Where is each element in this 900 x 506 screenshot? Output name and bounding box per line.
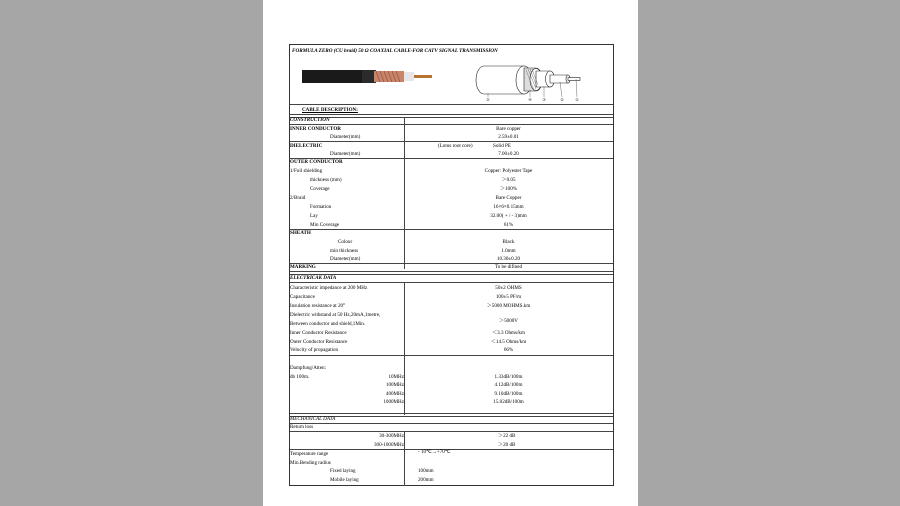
dielectric-material: Solid PE — [493, 143, 511, 149]
dielectric-diameter-value: 7.00±0.20 — [498, 151, 519, 157]
callout-4: ④ — [528, 97, 532, 102]
formation-label: Formation — [310, 204, 332, 210]
marking-value: To be difined — [494, 264, 523, 270]
inner-conductor-heading: INNER CONDUCTOR — [290, 126, 341, 132]
callout-5: ⑤ — [486, 97, 490, 102]
outer-resistance-value: ＜14.5 Ohms/km — [490, 339, 527, 345]
velocity-value: 66% — [503, 347, 514, 353]
dielectric-diameter-label: Diameter(mm) — [330, 151, 361, 157]
min-coverage-label: Min Coverage — [310, 222, 340, 228]
construction-heading: CONSTRUCTION — [290, 117, 330, 123]
sheath-diameter-label: Diameter(mm) — [330, 256, 361, 262]
callout-1: ① — [575, 97, 579, 102]
withstand-label-line2: Between conductor and shield,1Min. — [290, 321, 366, 327]
cable-description-heading: CABLE DESCRIPTION: — [302, 107, 358, 113]
bending-radius-label: Min.Bending radius — [290, 460, 331, 466]
inner-resistance-value: ＜3.3 Ohms/km — [492, 330, 525, 336]
min-thickness-value: 1.0mm — [501, 248, 516, 254]
return-loss-band-1-label: 30-300MHz — [379, 433, 404, 439]
mobile-laying-label: Mobile laying — [330, 477, 359, 483]
return-loss-label: Return loss — [290, 424, 314, 430]
withstand-value: ＞5000V — [499, 318, 518, 324]
dielectric-note: (Lotus root core) — [438, 143, 473, 149]
coverage-label: Coverage — [310, 186, 330, 192]
fixed-laying-label: Fixed laying — [330, 468, 356, 474]
sheath-heading: SHEATH — [290, 230, 311, 236]
attenuation-label-line2: db 100m. — [290, 374, 310, 380]
attenuation-value: 15.02dB/100m — [493, 399, 524, 405]
callout-3: ③ — [542, 97, 546, 102]
return-loss-band-1-value: ＞22 dB — [498, 433, 516, 439]
attenuation-value: 1.33dB/100m — [494, 374, 523, 380]
outer-conductor-heading: OUTER CONDUCTOR — [290, 159, 343, 165]
attenuation-label-line1: Dampfung/Atten: — [290, 365, 326, 371]
lay-label: Lay — [310, 213, 318, 219]
capacitance-value: 100±5 PF/m — [495, 294, 522, 300]
lay-value: 32.00( + / - 3)mm — [490, 213, 527, 219]
foil-value: Copper: Polyester Tape — [484, 168, 533, 174]
temperature-label: Temperature range — [290, 451, 329, 457]
inner-conductor-material: Bare copper — [496, 126, 521, 132]
attenuation-freq: 400MHz — [385, 391, 404, 397]
attenuation-freq: 1000MHz — [383, 399, 404, 405]
colour-label: Colour — [338, 239, 353, 245]
withstand-label-line1: Dielectric withstand at 50 Hz,20mA,1metre, — [290, 312, 381, 318]
electrical-heading: ELECTRICAK DATA — [290, 275, 337, 281]
inner-resistance-label: Inner Conductor Resistance — [290, 330, 347, 336]
braid-value: Bare Copper — [495, 195, 522, 201]
impedance-label: Characteristic impedance at 200 MHz — [290, 285, 368, 291]
sheath-diameter-value: 10.30±0.20 — [496, 256, 521, 262]
attenuation-value: 9.10dB/100m — [494, 391, 523, 397]
return-loss-band-2-value: ＞20 dB — [498, 442, 516, 448]
mechanical-heading: MECHANICAL DATA — [290, 416, 336, 422]
min-coverage-value: 61% — [503, 222, 514, 228]
fixed-laying-value: 100mm — [418, 468, 434, 474]
datasheet-title: FORMULA ZERO (CU braid) 50 Ω COAXIAL CABLE-FOR CATV SIGNAL TRANSMISSION — [292, 48, 498, 54]
insulation-label: Insulation resistance at 20° — [290, 303, 346, 309]
thickness-value: ＞0.05 — [501, 177, 516, 183]
outer-resistance-label: Outer Conductor Resistance — [290, 339, 348, 345]
coverage-value: ＞100% — [500, 186, 517, 192]
impedance-value: 50±2 OHMS — [495, 285, 522, 291]
velocity-label: Velocity of propagation — [290, 347, 339, 353]
marking-label: MARKING — [290, 264, 316, 270]
insulation-value: ＞5000 MOHMS.km — [486, 303, 531, 309]
thickness-label: thickness (mm) — [310, 177, 342, 183]
formation-value: 16×6×0.15mm — [493, 204, 524, 210]
capacitance-label: Capacitance — [290, 294, 315, 300]
cable-cross-section-drawing — [464, 60, 594, 102]
attenuation-freq: 10MHz — [388, 374, 404, 380]
colour-value: Black — [502, 239, 515, 245]
dielectric-heading: DIELECTRIC — [290, 143, 323, 149]
inner-diameter-label: Diameter(mm) — [330, 134, 361, 140]
cable-photo — [302, 66, 434, 86]
callout-2: ② — [560, 97, 564, 102]
braid-label: 2/Braid — [290, 195, 306, 201]
datasheet — [289, 44, 614, 486]
document-page — [263, 0, 638, 506]
foil-label: 1/Foil shielding — [290, 168, 323, 174]
return-loss-band-2-label: 300-1000MHz — [374, 442, 404, 448]
temperature-value: - 10℃→+70℃ — [418, 449, 451, 455]
inner-diameter-value: 2.59±0.01 — [498, 134, 519, 140]
attenuation-freq: 100MHz — [385, 382, 404, 388]
mobile-laying-value: 200mm — [418, 477, 434, 483]
min-thickness-label: min thickness — [330, 248, 359, 254]
attenuation-value: 4.12dB/100m — [494, 382, 523, 388]
